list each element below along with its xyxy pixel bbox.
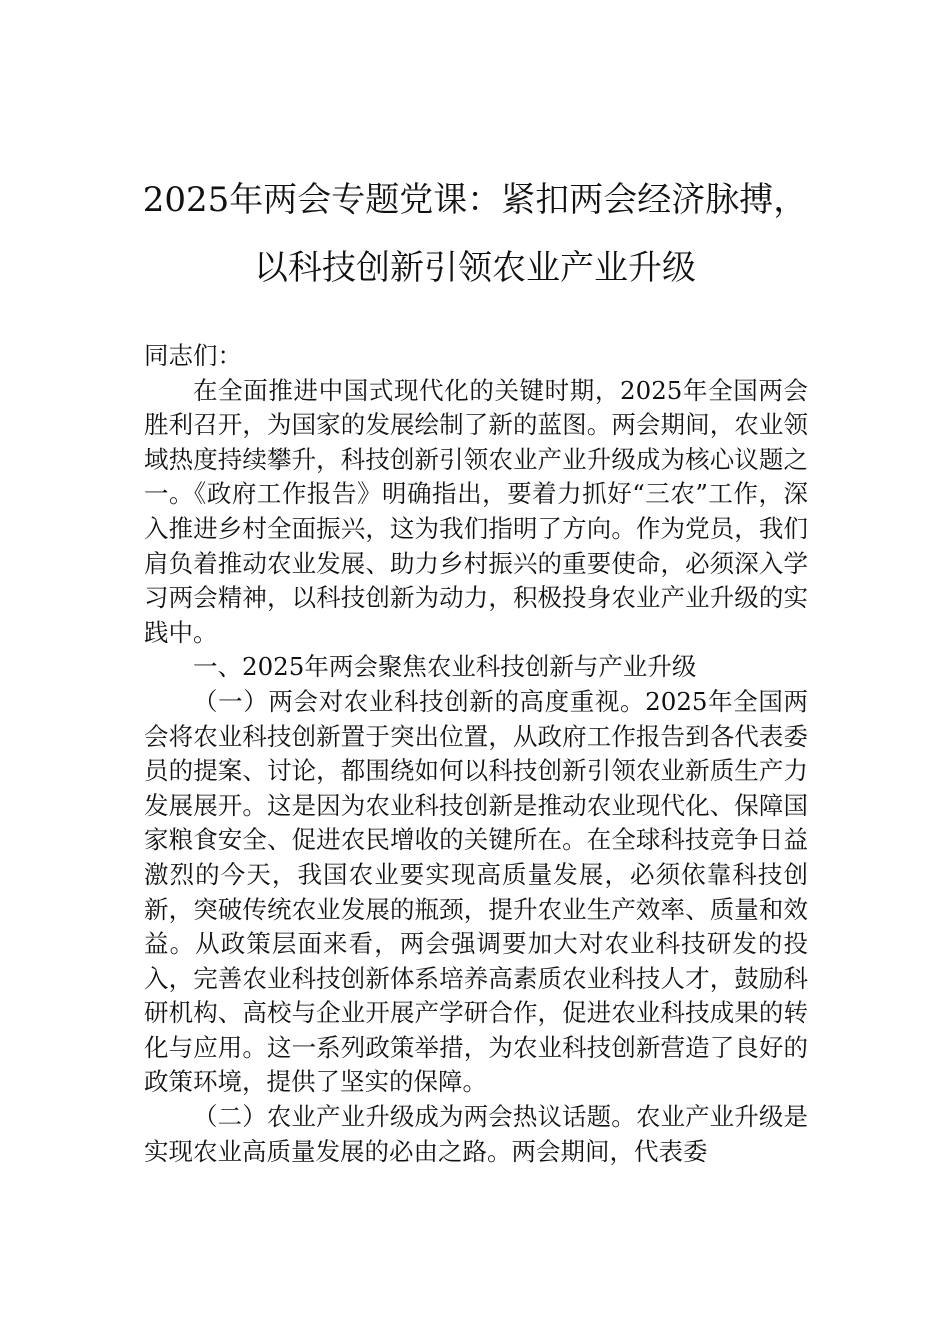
document-title <box>120 166 830 302</box>
document-body <box>144 339 808 1169</box>
paragraph-intro: 在全面推进中国式现代化的关键时期，2025年全国两会胜利召开，为国家的发展绘制了新的蓝图。两会期间，农业领域热度持续攀升，科技创新引领农业产业升级成为核心议题之一。《政府工作报告》明确指出，要着力抓好“三农”工作，深入推进乡村全面振兴，这为我们指明了方向。作为党员，我们肩负着推动农业发展、助力乡村振兴的重要使命，必须深入学习两会精神，以科技创新为动力，积极投身农业产业升级的实践中。 <box>144 375 808 647</box>
paragraph-subsection-1: （一）两会对农业科技创新的高度重视。2025年全国两会将农业科技创新置于突出位置，从政府工作报告到各代表委员的提案、讨论，都围绕如何以科技创新引领农业新质生产力发展展开。这是因为农业科技创新是推动农业现代化、保障国家粮食安全、促进农民增收的关键所在。在全球科技竞争日益激烈的今天，我国农业要实现高质量发展，必须依靠科技创新，突破传统农业发展的瓶颈，提升农业生产效率、质量和效益。从政策层面来看，两会强调要加大对农业科技研发的投入，完善农业科技创新体系培养高素质农业科技人才，鼓励科研机构、高校与企业开展产学研合作，促进农业科技成果的转化与应用。这一系列政策举措，为农业科技创新营造了良好的政策环境，提供了坚实的保障。 <box>144 686 808 1097</box>
salutation: 同志们： <box>144 341 242 370</box>
section-heading-1: 一、2025年两会聚焦农业科技创新与产业升级 <box>193 652 697 682</box>
paragraph-subsection-2: （二）农业产业升级成为两会热议话题。农业产业升级是实现农业高质量发展的必由之路。两会期间，代表委 <box>144 1102 808 1166</box>
title-line-2: 以科技创新引领农业产业升级 <box>254 248 696 288</box>
title-line-1: 2025年两会专题党课：紧扣两会经济脉搏， <box>142 180 808 220</box>
